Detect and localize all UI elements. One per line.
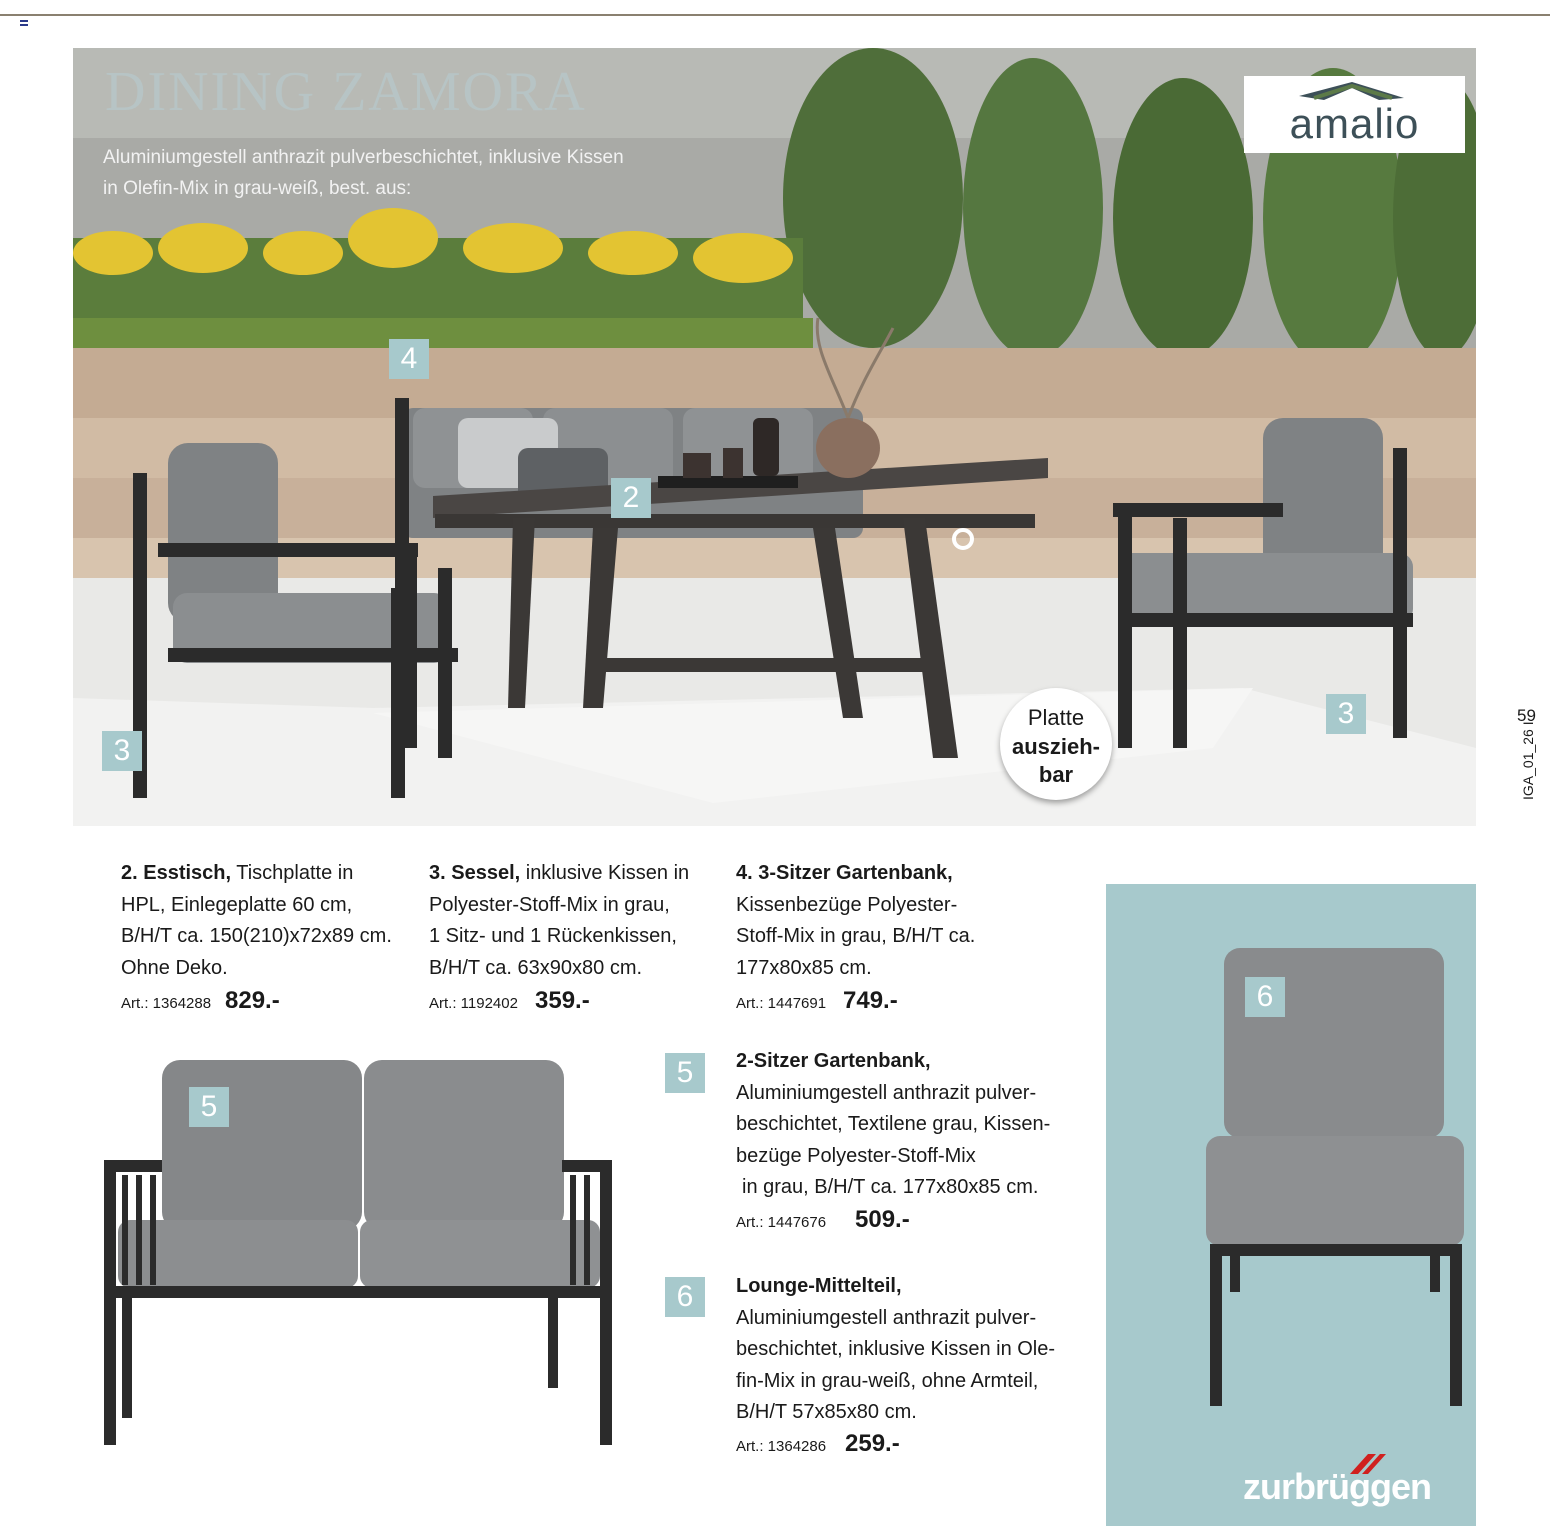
- product-title: 2-Sitzer Gartenbank,: [736, 1050, 931, 1072]
- product-text: B/H/T 57x85x80 cm.: [736, 1401, 917, 1423]
- price: 749.-: [843, 987, 898, 1014]
- amalio-logo: [1244, 76, 1465, 153]
- article-number: Art.: 1447676: [736, 1214, 827, 1231]
- product-text: beschichtet, Textilene grau, Kissen-: [736, 1113, 1051, 1135]
- collection-subtitle: [103, 142, 723, 204]
- badge-4: 4: [389, 339, 429, 379]
- article-number: Art.: 1364288: [121, 995, 212, 1012]
- product-4-description: [736, 858, 975, 984]
- product-text: 177x80x85 cm.: [736, 956, 872, 979]
- article-number: Art.: 1364286: [736, 1438, 827, 1455]
- product-3-description: [429, 858, 689, 984]
- badge-5: 5: [665, 1053, 705, 1093]
- product-text: Aluminiumgestell anthrazit pulver-: [736, 1306, 1037, 1329]
- product-text: 1 Sitz- und 1 Rückenkissen,: [429, 925, 677, 947]
- badge-3-left: 3: [102, 731, 142, 771]
- article-number: Art.: 1192402: [429, 995, 518, 1012]
- lounge-chair-photo: [1106, 884, 1476, 1526]
- product-title: 4. 3-Sitzer Gartenbank,: [736, 862, 953, 884]
- extendable-line: auszieh-: [1011, 734, 1101, 759]
- product-text: Ohne Deko.: [121, 956, 228, 979]
- product-text: B/H/T ca. 150(210)x72x89 cm.: [121, 925, 392, 947]
- price: 829.-: [225, 987, 280, 1014]
- badge-6: 6: [665, 1277, 705, 1317]
- logo-text: amalio: [1289, 100, 1420, 147]
- extendable-line: Platte: [1027, 705, 1085, 730]
- product-5-description: [736, 1046, 1050, 1204]
- extendable-badge: [1000, 688, 1112, 800]
- product-title: 3. Sessel,: [429, 862, 521, 884]
- product-text: fin-Mix in grau-weiß, ohne Armteil,: [736, 1369, 1039, 1392]
- product-title: Lounge-Mittelteil,: [736, 1275, 902, 1297]
- product-title: 2. Esstisch,: [121, 862, 232, 884]
- product-text: Tischplatte in: [231, 862, 354, 884]
- collection-title: DINING ZAMORA: [105, 61, 587, 123]
- product-text: beschichtet, inklusive Kissen in Ole-: [736, 1338, 1056, 1360]
- product-text: Stoff-Mix in grau, B/H/T ca.: [736, 925, 976, 947]
- top-rule: [0, 14, 1550, 16]
- price: 259.-: [845, 1430, 900, 1457]
- lounge-panel: [1106, 884, 1476, 1526]
- product-text: Aluminiumgestell anthrazit pulver-: [736, 1081, 1037, 1104]
- badge-3-right: 3: [1326, 694, 1366, 734]
- article-number: Art.: 1447691: [736, 995, 827, 1012]
- product-2-description: [121, 858, 392, 984]
- subtitle-line: in Olefin-Mix in grau-weiß, best. aus:: [103, 178, 412, 199]
- product-text: bezüge Polyester-Stoff-Mix: [736, 1144, 976, 1167]
- zurbrueggen-logo: zurbrüggen: [1243, 1466, 1431, 1507]
- badge-2: 2: [611, 478, 651, 518]
- product-text: in grau, B/H/T ca. 177x80x85 cm.: [742, 1176, 1039, 1198]
- badge-6-photo: 6: [1245, 977, 1285, 1017]
- subtitle-line: Aluminiumgestell anthrazit pulverbeschichtet, inklusive Kissen: [103, 147, 624, 168]
- page-number: 59: [1517, 706, 1536, 725]
- product-text: Kissenbezüge Polyester-: [736, 893, 958, 916]
- price: 509.-: [855, 1206, 910, 1233]
- price: 359.-: [535, 987, 590, 1014]
- badge-5-photo: 5: [189, 1087, 229, 1127]
- product-text: inklusive Kissen in: [520, 862, 690, 884]
- bench-2-seater-photo: [100, 1050, 620, 1450]
- product-text: HPL, Einlegeplatte 60 cm,: [121, 893, 353, 916]
- product-text: Polyester-Stoff-Mix in grau,: [429, 893, 670, 916]
- extendable-line: bar: [1038, 762, 1074, 787]
- catalog-code: IGA_01_26 I: [1520, 721, 1536, 800]
- menu-icon[interactable]: [20, 20, 28, 26]
- product-6-description: [736, 1271, 1055, 1429]
- hotspot-icon: [952, 528, 974, 550]
- product-text: B/H/T ca. 63x90x80 cm.: [429, 956, 643, 979]
